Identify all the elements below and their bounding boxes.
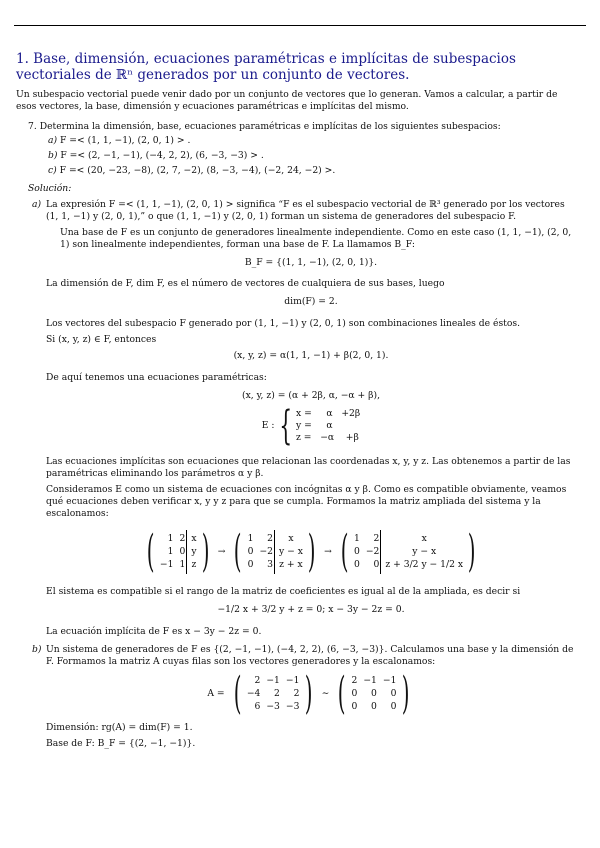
exercise-statement bbox=[28, 121, 576, 133]
intro-paragraph: Un subespacio vectorial puede venir dado por un conjunto de vectores que lo generan. Vamos a calcular, a partir de esos vectores, la base, dimensión y ecuaciones paramétricas e implícitas del mismo. bbox=[16, 89, 558, 112]
exercise-items bbox=[48, 135, 576, 177]
parametric-system bbox=[46, 403, 576, 450]
system-lines bbox=[296, 408, 360, 444]
item-b-label: b) bbox=[48, 149, 58, 161]
exercise-text: Determina la dimensión, base, ecuaciones paramétricas e implícitas de los siguientes subespacios: bbox=[39, 120, 501, 132]
solution-heading: Solución: bbox=[28, 182, 72, 194]
solution-a-p4: Los vectores del subespacio F generado por (1, 1, −1) y (2, 0, 1) son combinaciones lineales de éstos. bbox=[46, 318, 521, 330]
matrix-a-label: A = bbox=[207, 687, 225, 699]
item-a-text: F =< (1, 1, −1), (2, 0, 1) > . bbox=[59, 134, 191, 146]
item-a bbox=[48, 135, 576, 147]
matrix-a-reduced: ( 2 −1 −1 0 0 0 0 0 0 ) bbox=[338, 667, 410, 719]
system-brace: { bbox=[278, 403, 292, 450]
item-c-label: c) bbox=[48, 164, 57, 176]
matrix-2: ( 1 2 0 −2 0 3 x y − x z + x ) bbox=[234, 525, 316, 577]
solution-a-p7: Las ecuaciones implícitas son ecuaciones que relacionan las coordenadas x, y, y z. Las obtenemos a partir de las paramétricas eliminando los parámetros α y β. bbox=[46, 456, 571, 480]
solution-a-p6: De aquí tenemos una ecuaciones paramétricas: bbox=[46, 372, 267, 384]
solution-a-p2: Una base de F es un conjunto de generadores linealmente independiente. Como en este caso (1, 1, −1), (2, 0, 1) son linealmente independientes, forman una base de F. La llamamos B_F: bbox=[60, 226, 572, 250]
equation-combination: (x, y, z) = α(1, 1, −1) + β(2, 0, 1). bbox=[233, 350, 389, 362]
arrow-1: → bbox=[217, 545, 226, 557]
matrix-3: ( 1 2 0 −2 0 0 x y − x z + 3/2 y − 1/2 x ) bbox=[340, 525, 476, 577]
item-c bbox=[48, 165, 576, 177]
matrix-1: ( 1 2 1 0 −1 1 x y z ) bbox=[146, 525, 209, 577]
solution-a-p10: La ecuación implícita de F es x − 3y − 2z = 0. bbox=[46, 625, 262, 637]
item-b bbox=[48, 150, 576, 162]
solution-b-base: Base de F: B_F = {(2, −1, −1)}. bbox=[46, 737, 196, 749]
top-rule bbox=[14, 25, 586, 26]
matrix-a-row bbox=[46, 667, 576, 719]
equation-dim: dim(F) = 2. bbox=[284, 296, 338, 308]
system-label: E : bbox=[261, 420, 275, 432]
solution-b bbox=[32, 643, 576, 750]
matrix-a: ( 2 −1 −1 −4 2 2 6 −3 −3 ) bbox=[233, 667, 313, 719]
solution-a-p8: Consideramos E como un sistema de ecuaciones con incógnitas α y β. Como es compatible obviamente, veamos qué ecuaciones deben verificar x, y y z para que se cumpla. Formamos la matriz ampliada del sistema y la escalonamos: bbox=[46, 484, 567, 519]
solution-a bbox=[32, 198, 576, 638]
solution-a-p3: La dimensión de F, dim F, es el número de vectores de cualquiera de sus bases, luego bbox=[46, 278, 445, 290]
exercise-number: 7. bbox=[28, 120, 37, 132]
solution-a-label: a) bbox=[32, 198, 42, 210]
item-c-text: F =< (20, −23, −8), (2, 7, −2), (8, −3, −4), (−2, 24, −2) >. bbox=[59, 164, 336, 176]
item-b-text: F =< (2, −1, −1), (−4, 2, 2), (6, −3, −3) > . bbox=[60, 149, 264, 161]
equation-implicit: −1/2 x + 3/2 y + z = 0; x − 3y − 2z = 0. bbox=[217, 603, 405, 615]
equation-parametric: (x, y, z) = (α + 2β, α, −α + β), bbox=[241, 390, 380, 402]
tilde: ∼ bbox=[321, 687, 330, 699]
document-page bbox=[16, 52, 576, 754]
system-line-y: y = α bbox=[295, 420, 333, 432]
system-line-x: x = α +2β bbox=[295, 408, 361, 420]
item-a-label: a) bbox=[48, 134, 58, 146]
section-title: 1. Base, dimensión, ecuaciones paramétricas e implícitas de subespacios vectoriales de ℝⁿ generados por un conjunto de vectores. bbox=[16, 51, 516, 83]
equation-base: B_F = {(1, 1, −1), (2, 0, 1)}. bbox=[244, 256, 378, 268]
system-line-z: z = −α +β bbox=[295, 432, 359, 444]
solution-b-dim: Dimensión: rg(A) = dim(F) = 1. bbox=[46, 721, 193, 733]
solution-a-p5: Si (x, y, z) ∈ F, entonces bbox=[46, 334, 157, 346]
solution-b-label: b) bbox=[32, 643, 42, 655]
solution-a-p1: La expresión F =< (1, 1, −1), (2, 0, 1) > significa “F es el subespacio vectorial de ℝ³ generado por los vectores (1, 1, −1) y (2, 0, 1),” o que (1, 1, −1) y (2, 0, 1) forman un sistema de generadores del subespacio F. bbox=[46, 198, 565, 222]
augmented-matrices bbox=[46, 525, 576, 577]
solution-b-p1: Un sistema de generadores de F es {(2, −1, −1), (−4, 2, 2), (6, −3, −3)}. Calculamos una base y la dimensión de F. Formamos la matriz A cuyas filas son los vectores generadores y la escalonamos: bbox=[46, 643, 574, 667]
arrow-2: → bbox=[324, 545, 332, 557]
solution-a-p9: El sistema es compatible si el rango de la matriz de coeficientes es igual al de la ampliada, es decir si bbox=[46, 585, 521, 597]
